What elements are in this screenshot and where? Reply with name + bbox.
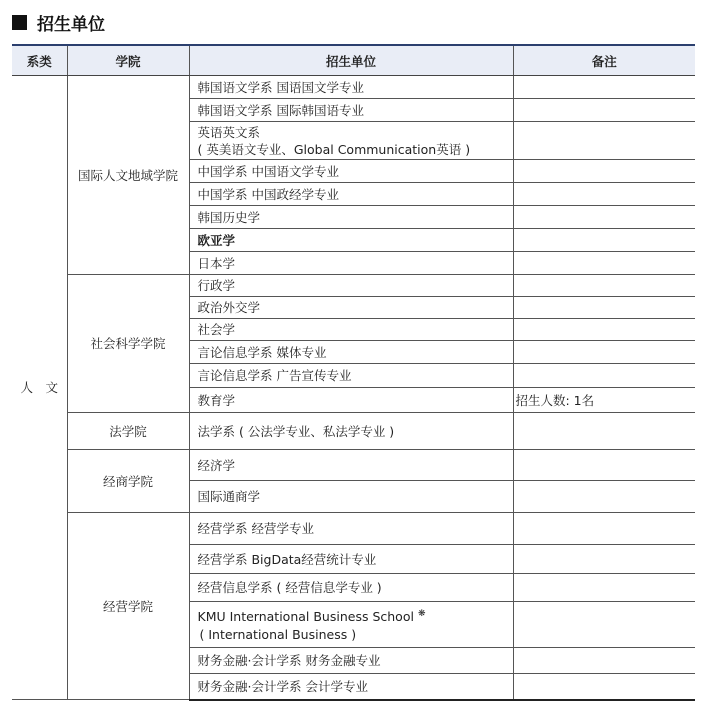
- note-cell: [513, 99, 695, 122]
- note-cell: [513, 206, 695, 229]
- note-cell: [513, 513, 695, 545]
- unit-cell: 教育学: [189, 388, 513, 413]
- section-heading: [12, 10, 105, 35]
- note-cell: [513, 122, 695, 160]
- table-row: [12, 450, 695, 481]
- note-cell: [513, 76, 695, 99]
- unit-name: 英语英文系: [197, 124, 261, 140]
- unit-cell: 财务金融·会计学系 会计学专业: [189, 674, 513, 700]
- admission-units-table: [12, 44, 695, 701]
- asterisk-mark-icon: ❋: [417, 609, 426, 620]
- unit-cell: 中国学系 中国语文学专业: [189, 160, 513, 183]
- unit-cell: 韩国语文学系 国语国文学专业: [189, 76, 513, 99]
- table-row: [12, 413, 695, 450]
- note-cell: [513, 413, 695, 450]
- note-cell: 招生人数: 1名: [513, 388, 695, 413]
- note-cell: [513, 481, 695, 513]
- note-cell: [513, 275, 695, 297]
- header-college: 学院: [67, 45, 189, 76]
- header-unit: 招生单位: [189, 45, 513, 76]
- unit-detail: ( 英美语文专业、Global Communication英语 ): [197, 141, 471, 157]
- unit-cell: 财务金融·会计学系 财务金融专业: [189, 648, 513, 674]
- note-cell: [513, 648, 695, 674]
- note-cell: [513, 602, 695, 648]
- unit-name: [198, 606, 513, 625]
- department-cell: 人 文: [12, 76, 67, 700]
- note-cell: [513, 574, 695, 602]
- note-cell: [513, 341, 695, 364]
- unit-cell: 国际通商学: [189, 481, 513, 513]
- note-cell: [513, 674, 695, 700]
- college-cell-social: 社会科学学院: [67, 275, 189, 413]
- table-row: [12, 275, 695, 297]
- unit-cell: 言论信息学系 广告宣传专业: [189, 364, 513, 388]
- unit-cell: 韩国语文学系 国际韩国语专业: [189, 99, 513, 122]
- note-cell: [513, 252, 695, 275]
- unit-cell: 经营信息学系 ( 经营信息学专业 ): [189, 574, 513, 602]
- note-cell: [513, 450, 695, 481]
- note-cell: [513, 319, 695, 341]
- unit-cell: 经营学系 BigData经营统计专业: [189, 545, 513, 574]
- table-header-row: [12, 45, 695, 76]
- unit-cell: [189, 602, 513, 648]
- unit-cell: 韩国历史学: [189, 206, 513, 229]
- unit-cell: 经济学: [189, 450, 513, 481]
- note-cell: [513, 297, 695, 319]
- unit-cell: 经营学系 经营学专业: [189, 513, 513, 545]
- college-cell-intl: 国际人文地域学院: [67, 76, 189, 275]
- unit-cell: 言论信息学系 媒体专业: [189, 341, 513, 364]
- header-note: 备注: [513, 45, 695, 76]
- unit-detail: ( International Business ): [199, 626, 357, 642]
- unit-cell: 行政学: [189, 275, 513, 297]
- college-cell-commerce: 经商学院: [67, 450, 189, 513]
- table-row: [12, 76, 695, 99]
- unit-cell: 日本学: [189, 252, 513, 275]
- unit-cell: [189, 122, 513, 160]
- unit-cell: 政治外交学: [189, 297, 513, 319]
- unit-name-text: KMU International Business School: [197, 609, 414, 625]
- college-cell-law: 法学院: [67, 413, 189, 450]
- table-row: [12, 513, 695, 545]
- square-bullet-icon: [12, 15, 27, 30]
- note-cell: [513, 229, 695, 252]
- college-cell-business: 经营学院: [67, 513, 189, 700]
- note-cell: [513, 364, 695, 388]
- unit-cell: 欧亚学: [189, 229, 513, 252]
- note-cell: [513, 160, 695, 183]
- unit-cell: 社会学: [189, 319, 513, 341]
- unit-cell: 中国学系 中国政经学专业: [189, 183, 513, 206]
- note-cell: [513, 545, 695, 574]
- section-title: 招生单位: [37, 15, 105, 35]
- header-department: 系类: [12, 45, 67, 76]
- note-cell: [513, 183, 695, 206]
- unit-cell: 法学系 ( 公法学专业、私法学专业 ): [189, 413, 513, 450]
